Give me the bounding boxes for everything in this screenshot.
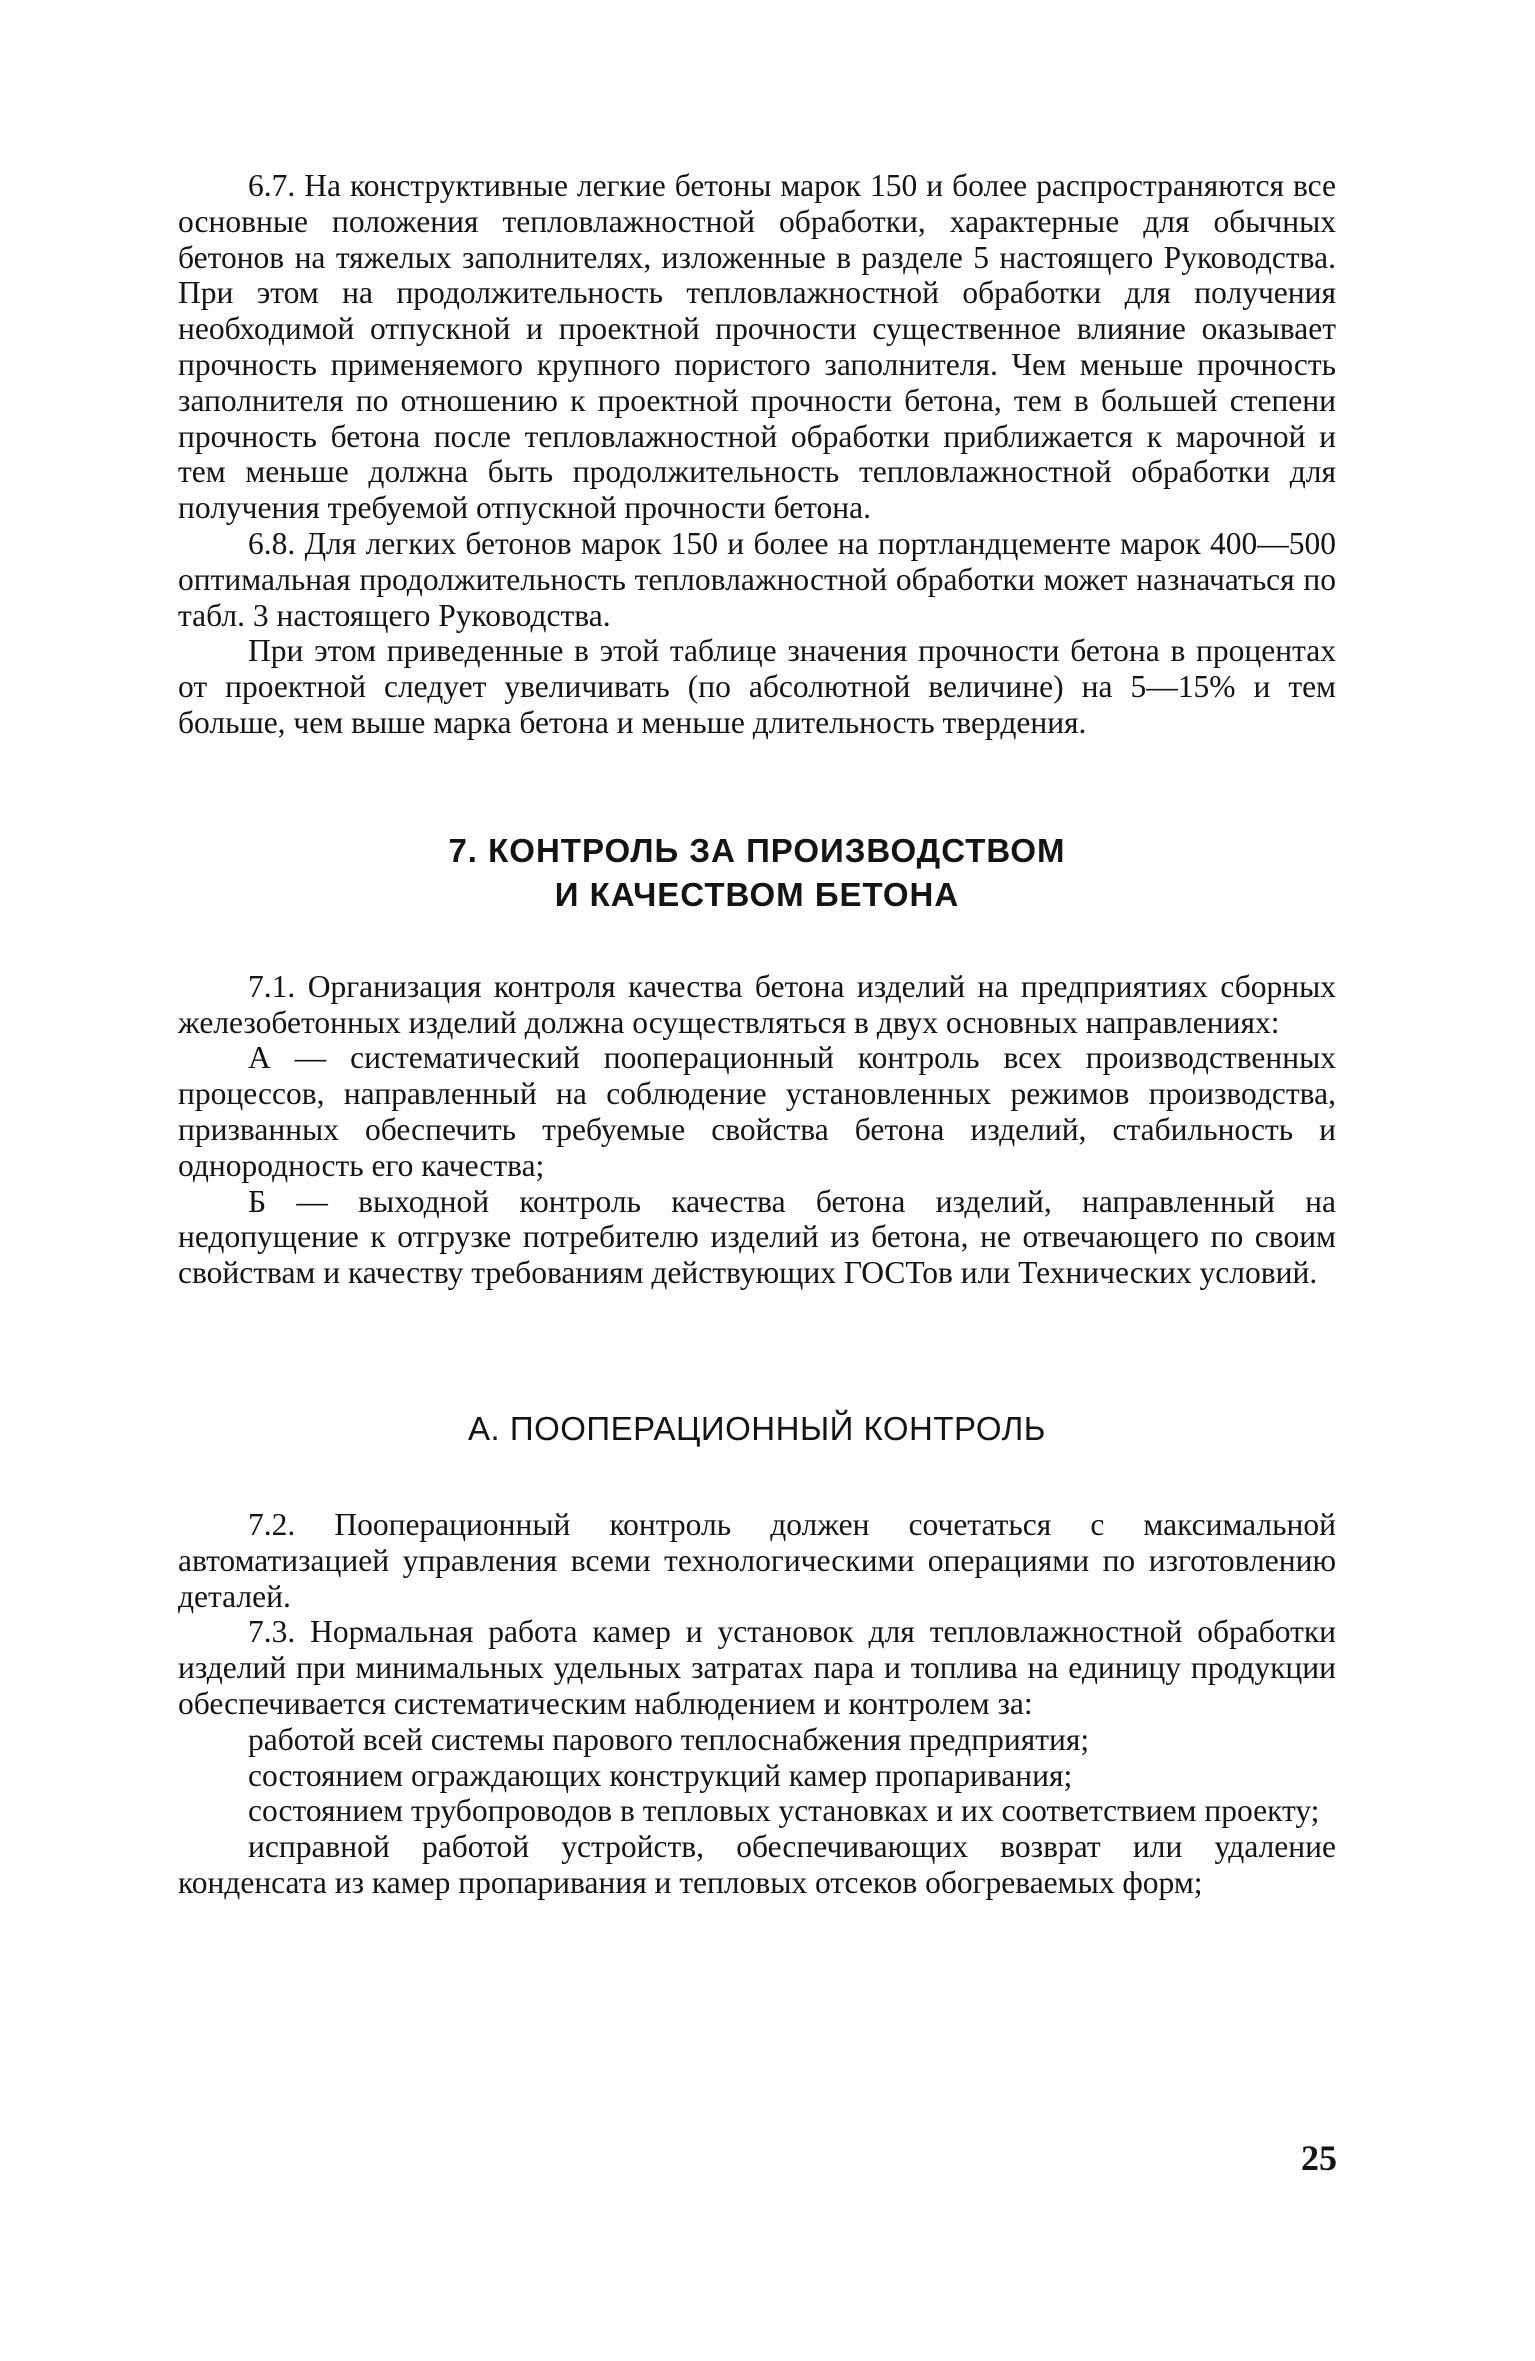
list-item: состоянием ограждающих конструкций камер пропаривания;: [248, 1757, 1073, 1793]
paragraph-7-1-b: Б — выходной контроль качества бетона изделий, направленный на недопущение к отгрузке потребителю изделий из бетона, не отвечающего по своим свойствам и качеству требованиям действующих ГОСТов или Технических условий.: [178, 1183, 1336, 1291]
section-7-title-line1: 7. КОНТРОЛЬ ЗА ПРОИЗВОДСТВОМ: [448, 831, 1066, 869]
paragraph-7-2: 7.2. Пооперационный контроль должен сочетаться с максимальной автоматизацией управления всеми технологическими операциями по изготовлению деталей.: [178, 1506, 1336, 1614]
page-number: 25: [1301, 2138, 1337, 2178]
section-7-heading: [178, 829, 1336, 917]
paragraph-6-8: 6.8. Для легких бетонов марок 150 и более на портландцементе марок 400—500 оптимальная продолжительность тепловлажностной обработки может назначаться по табл. 3 настоящего Руководства.: [178, 525, 1336, 633]
paragraph-7-1: 7.1. Организация контроля качества бетона изделий на предприятиях сборных железобетонных изделий должна осуществляться в двух основных направлениях:: [178, 968, 1336, 1040]
list-item: состоянием трубопроводов в тепловых установках и их соответствием проекту;: [248, 1793, 1320, 1829]
list-item: работой всей системы парового теплоснабжения предприятия;: [248, 1721, 1090, 1757]
list-item: исправной работой устройств, обеспечивающих возврат или удаление конденсата из камер пропаривания и тепловых отсеков обогреваемых форм;: [178, 1829, 1336, 1900]
subsection-a-heading: А. ПООПЕРАЦИОННЫЙ КОНТРОЛЬ: [468, 1409, 1046, 1447]
section-7-title-line2: И КАЧЕСТВОМ БЕТОНА: [554, 875, 960, 913]
paragraph-6-8-note: При этом приведенные в этой таблице значения прочности бетона в процентах от проектной следует увеличивать (по абсолютной величине) на 5—15% и тем больше, чем выше марка бетона и меньше длительность твердения.: [178, 633, 1336, 740]
paragraph-7-1-a: А — систематический пооперационный контроль всех производственных процессов, направленный на соблюдение установленных режимов производства, призванных обеспечить требуемые свойства бетона изделий, стабильность и однородность его качества;: [178, 1040, 1336, 1183]
page-body: [178, 168, 1336, 1901]
paragraph-7-3: 7.3. Нормальная работа камер и установок для тепловлажностной обработки изделий при минимальных удельных затратах пара и топлива на единицу продукции обеспечивается систематическим наблюдением и контролем за:: [178, 1614, 1336, 1721]
paragraph-6-7: 6.7. На конструктивные легкие бетоны марок 150 и более распространяются все основные положения тепловлажностной обработки, характерные для обычных бетонов на тяжелых заполнителях, изложенные в разделе 5 настоящего Руководства. При этом на продолжительность тепловлажностной обработки для получения необходимой отпускной и проектной прочности существенное влияние оказывает прочность применяемого крупного пористого заполнителя. Чем меньше прочность заполнителя по отношению к проектной прочности бетона, тем в большей степени прочность бетона после тепловлажностной обработки приближается к марочной и тем меньше должна быть продолжительность тепловлажностной обработки для получения требуемой отпускной прочности бетона.: [178, 168, 1336, 526]
